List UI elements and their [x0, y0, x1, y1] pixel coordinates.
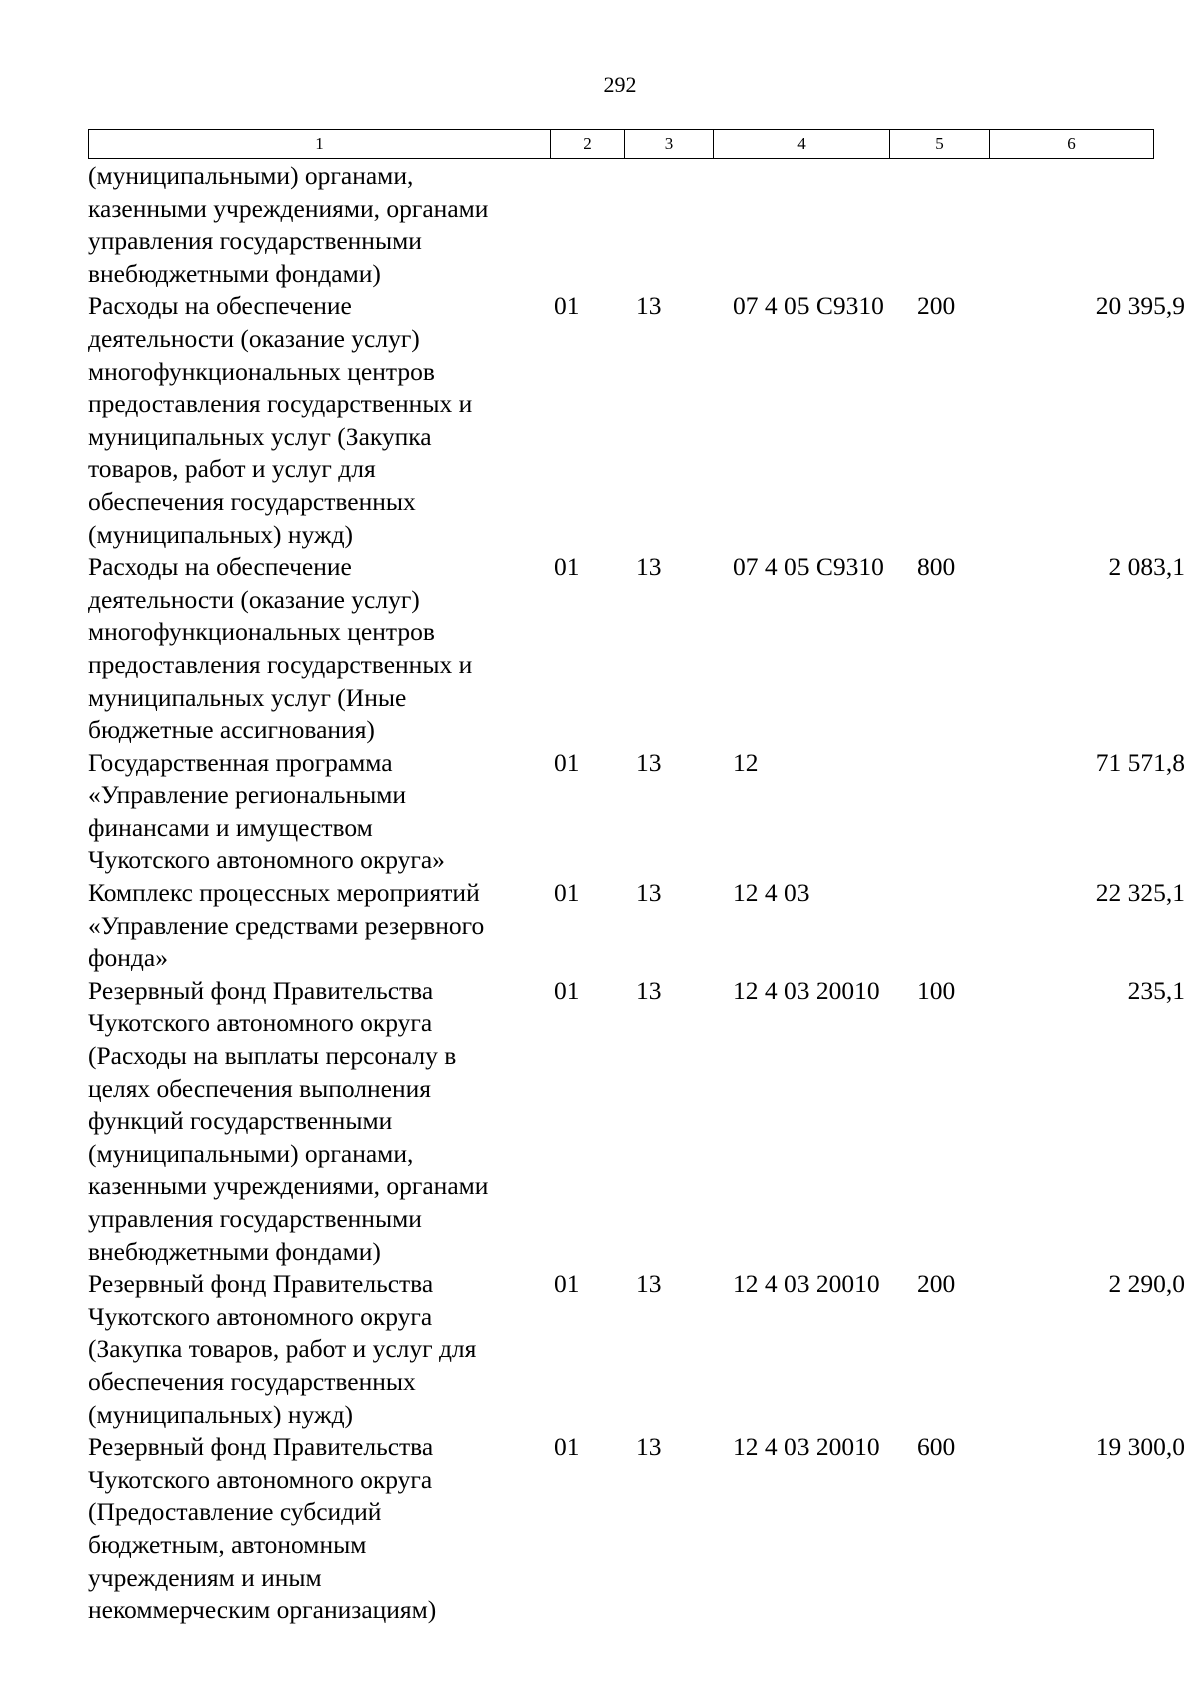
section-code: 01: [554, 552, 580, 582]
section-code: 01: [554, 747, 580, 777]
description-line: деятельности (оказание услуг): [88, 323, 420, 353]
table-row: [88, 160, 1153, 290]
row-description: [88, 877, 546, 975]
description-line: муниципальных услуг (Иные: [88, 682, 407, 712]
row-description: [88, 160, 546, 290]
description-line: некоммерческим организациям): [88, 1595, 437, 1625]
column-header-5: 5: [890, 130, 990, 159]
amount: 20 395,9: [1095, 291, 1185, 321]
description-line: Расходы на обеспечение: [88, 291, 352, 321]
table-row: [88, 1268, 1185, 1431]
description-line: обеспечения государственных: [88, 486, 416, 516]
subsection-code: 13: [636, 552, 662, 582]
table-row: [88, 1431, 1185, 1627]
description-line: учреждениям и иным: [88, 1562, 322, 1592]
section-code: 01: [554, 291, 580, 321]
expense-type-code: 200: [917, 291, 956, 321]
column-header-3: 3: [625, 130, 714, 159]
row-description: [88, 975, 546, 1268]
table-row: [88, 877, 1185, 975]
description-line: Комплекс процессных мероприятий: [88, 878, 480, 908]
description-line: многофункциональных центров: [88, 617, 435, 647]
column-header-6: 6: [990, 130, 1154, 159]
subsection-code: 13: [636, 1432, 662, 1462]
row-description: [88, 290, 546, 551]
section-code: 01: [554, 1269, 580, 1299]
description-line: Государственная программа: [88, 747, 393, 777]
description-line: функций государственными: [88, 1106, 393, 1136]
description-line: управления государственными: [88, 1204, 422, 1233]
description-line: целях обеспечения выполнения: [88, 1073, 432, 1103]
row-description: [88, 551, 546, 747]
section-code: 01: [554, 975, 580, 1005]
column-header-2: 2: [551, 130, 625, 159]
table-row: [88, 975, 1185, 1268]
description-line: «Управление региональными: [88, 780, 407, 810]
description-line: внебюджетными фондами): [88, 1236, 381, 1266]
amount: 71 571,8: [1095, 747, 1185, 777]
amount: 22 325,1: [1095, 878, 1185, 908]
description-line: Чукотского автономного округа»: [88, 845, 445, 875]
target-article-code: 12 4 03 20010: [733, 1432, 880, 1462]
subsection-code: 13: [636, 747, 662, 777]
target-article-code: 12 4 03 20010: [733, 1269, 880, 1299]
description-line: Чукотского автономного округа: [88, 1464, 433, 1494]
table-row: [88, 551, 1185, 747]
description-line: Резервный фонд Правительства: [88, 1269, 434, 1299]
section-code: 01: [554, 1432, 580, 1462]
description-line: (муниципальными) органами,: [88, 1138, 414, 1168]
column-header-1: 1: [89, 130, 551, 159]
description-line: бюджетные ассигнования): [88, 715, 375, 745]
amount: 235,1: [1127, 975, 1185, 1005]
description-line: (муниципальными) органами,: [88, 161, 414, 190]
table-row: [88, 290, 1185, 551]
description-line: обеспечения государственных: [88, 1366, 416, 1396]
description-line: (муниципальных) нужд): [88, 1399, 354, 1429]
expense-type-code: 200: [917, 1269, 956, 1299]
column-header-4: 4: [714, 130, 890, 159]
description-line: товаров, работ и услуг для: [88, 454, 376, 484]
target-article-code: 12: [733, 747, 759, 777]
expense-type-code: 800: [917, 552, 956, 582]
description-line: многофункциональных центров: [88, 356, 435, 386]
row-description: [88, 1268, 546, 1431]
description-line: (муниципальных) нужд): [88, 519, 354, 549]
subsection-code: 13: [636, 291, 662, 321]
description-line: Чукотского автономного округа: [88, 1301, 433, 1331]
amount: 2 290,0: [1108, 1269, 1185, 1299]
description-line: казенными учреждениями, органами: [88, 1171, 489, 1201]
description-line: Резервный фонд Правительства: [88, 1432, 434, 1462]
description-line: муниципальных услуг (Закупка: [88, 421, 432, 451]
section-code: 01: [554, 878, 580, 908]
description-line: финансами и имуществом: [88, 812, 373, 842]
description-line: предоставления государственных и: [88, 389, 473, 419]
description-line: Резервный фонд Правительства: [88, 975, 434, 1005]
description-line: (Предоставление субсидий: [88, 1497, 382, 1527]
description-line: (Закупка товаров, работ и услуг для: [88, 1334, 477, 1364]
expense-type-code: 600: [917, 1432, 956, 1462]
subsection-code: 13: [636, 878, 662, 908]
expense-type-code: 100: [917, 975, 956, 1005]
target-article-code: 12 4 03 20010: [733, 975, 880, 1005]
subsection-code: 13: [636, 975, 662, 1005]
description-line: (Расходы на выплаты персоналу в: [88, 1041, 457, 1071]
description-line: фонда»: [88, 943, 168, 973]
amount: 2 083,1: [1108, 552, 1185, 582]
budget-table-body: [88, 160, 1185, 1627]
page-number: 292: [603, 72, 637, 97]
description-line: Расходы на обеспечение: [88, 552, 352, 582]
description-line: Чукотского автономного округа: [88, 1008, 433, 1038]
target-article-code: 07 4 05 С9310: [733, 552, 884, 582]
description-line: «Управление средствами резервного: [88, 910, 485, 940]
description-line: управления государственными: [88, 226, 422, 256]
description-line: предоставления государственных и: [88, 649, 473, 679]
target-article-code: 07 4 05 С9310: [733, 291, 884, 321]
description-line: деятельности (оказание услуг): [88, 584, 420, 614]
column-header-table: [88, 129, 1154, 159]
column-header-row: [89, 130, 1154, 159]
row-description: [88, 747, 546, 877]
target-article-code: 12 4 03: [733, 878, 810, 908]
table-row: [88, 747, 1185, 877]
row-description: [88, 1431, 546, 1627]
subsection-code: 13: [636, 1269, 662, 1299]
description-line: внебюджетными фондами): [88, 258, 381, 288]
description-line: бюджетным, автономным: [88, 1529, 367, 1559]
description-line: казенными учреждениями, органами: [88, 193, 489, 223]
amount: 19 300,0: [1095, 1432, 1185, 1462]
